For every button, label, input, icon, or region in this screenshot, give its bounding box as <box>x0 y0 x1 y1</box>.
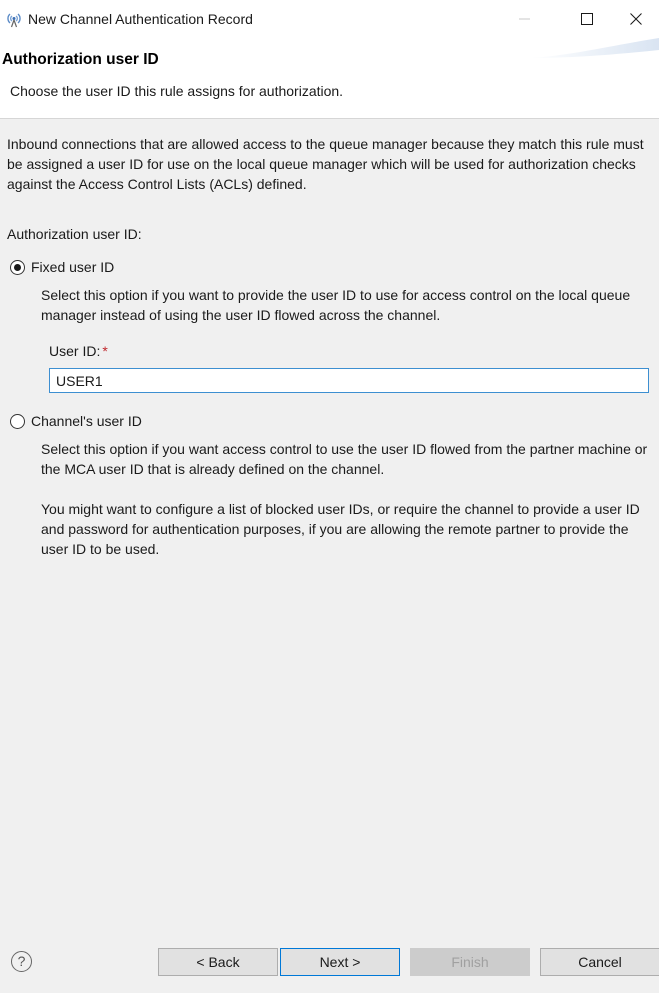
channel-user-id-note: You might want to configure a list of blocked user IDs, or require the channel to provide a user ID and password for authentication purposes, if you are allowing the remote partner to provide the user ID to be used. <box>41 501 640 557</box>
back-button[interactable]: < Back <box>158 948 278 976</box>
broadcast-antenna-icon <box>5 10 23 28</box>
minimize-icon <box>519 13 531 25</box>
close-icon <box>630 13 642 25</box>
channel-user-id-radio-option[interactable] <box>10 411 142 431</box>
auth-user-id-label: Authorization user ID: <box>7 226 142 242</box>
cancel-button[interactable]: Cancel <box>540 948 659 976</box>
maximize-button[interactable] <box>564 0 610 38</box>
fixed-user-id-description: Select this option if you want to provide the user ID to use for access control on the local queue manager instead of using the user ID flowed across the channel. <box>41 287 631 323</box>
title-bar <box>0 0 659 38</box>
user-id-field-label <box>49 341 108 361</box>
channel-user-id-radio[interactable] <box>10 414 25 429</box>
header-banner-graphic <box>529 38 659 68</box>
required-marker: * <box>102 343 108 359</box>
fixed-user-id-label[interactable]: Fixed user ID <box>31 259 115 275</box>
user-id-label-text: User ID: <box>49 343 101 359</box>
close-button[interactable] <box>613 0 659 38</box>
fixed-user-id-radio[interactable] <box>10 260 25 275</box>
page-title: Authorization user ID <box>2 51 159 68</box>
channel-user-id-description: Select this option if you want access control to use the user ID flowed from the partner machine or the MCA user ID that is already defined on the channel. <box>41 441 648 477</box>
finish-button: Finish <box>410 948 530 976</box>
wizard-header <box>0 38 659 119</box>
help-icon[interactable]: ? <box>11 951 32 972</box>
window-title: New Channel Authentication Record <box>28 11 253 27</box>
next-button[interactable]: Next > <box>280 948 400 976</box>
fixed-user-id-radio-option[interactable] <box>10 257 114 277</box>
maximize-icon <box>581 13 593 25</box>
channel-user-id-label[interactable]: Channel's user ID <box>31 413 142 429</box>
minimize-button[interactable] <box>502 0 548 38</box>
user-id-input[interactable] <box>49 368 649 393</box>
page-description: Choose the user ID this rule assigns for authorization. <box>10 83 344 99</box>
intro-text: Inbound connections that are allowed access to the queue manager because they match this rule must be assigned a user ID for use on the local queue manager which will be used for authorization checks against the Access Control Lists (ACLs) defined. <box>7 136 644 192</box>
